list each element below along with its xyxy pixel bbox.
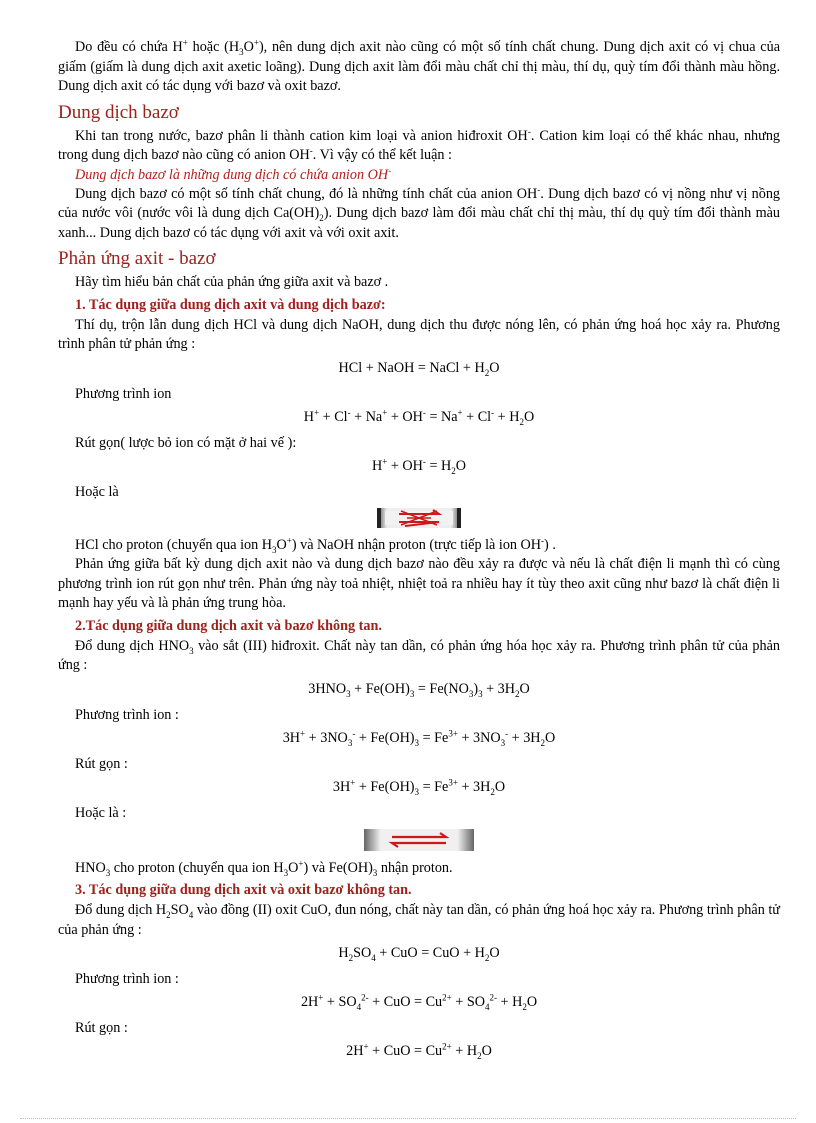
page-bottom-rule xyxy=(20,1118,796,1119)
section-2-note: $HNO_3$ cho proton (chuyển qua ion $H_3O^+$) và $Fe(OH)_3$ nhận proton. xyxy=(75,857,453,878)
reaction-arrow-image-1 xyxy=(58,508,780,528)
section-2-title: 2.Tác dụng giữa dung dịch axit và bazơ không tan. xyxy=(75,617,382,634)
section-1-intro: Thí dụ, trộn lẫn dung dịch HCl và dung dịch NaOH, dung dịch thu được nóng lên, có phản ứng hoá học xảy ra. Phương trình phân tử phản ứng : xyxy=(58,316,780,352)
section-1-title: 1. Tác dụng giữa dung dịch axit và dung dịch bazơ: xyxy=(75,296,386,313)
heading-base-solution: Dung dịch bazơ xyxy=(58,101,179,123)
equilibrium-arrow-icon xyxy=(364,829,474,851)
paragraph-acid-properties: Do đều có chứa H+ hoặc $(H_3O^+)$, nên dung dịch axit nào cũng có một số tính chất chung. Dung dịch axit có vị chua của giấm (giấm là dung dịch axit axetic loãng). Dung dịch axit làm đổi màu chất chỉ thị màu, thí dụ, quỳ tím đổi thành màu hồng. Dung dịch axit có tác dụng với bazơ và oxit bazơ. xyxy=(58,37,780,94)
equation-reduced-3: 2H+ + CuO = $Cu^{2+} + H_2O$ xyxy=(346,1041,492,1061)
section-3-intro: Đổ dung dịch $H_2SO_4$ vào đồng (II) oxit CuO, đun nóng, chất này tan dần, có phản ứng hoá học xảy ra. Phương trình phân tử của phản ứng : xyxy=(58,902,780,938)
paragraph-base-dissociation: Khi tan trong nước, bazơ phân li thành cation kim loại và anion hiđroxit OH-. Cation kim loại có thể khác nhau, nhưng trong dung dịch bazơ nào cũng có anion OH-. Vì vậy có thể kết luận : xyxy=(58,125,781,163)
section-3-title: 3. Tác dụng giữa dung dịch axit và oxit bazơ không tan. xyxy=(75,882,412,898)
paragraph-reaction-intro: Hãy tìm hiểu bản chất của phản ứng giữa axit và bazơ . xyxy=(75,274,389,290)
base-definition: Dung dịch bazơ là những dung dịch có chứa anion OH- xyxy=(75,164,392,183)
paragraph-base-properties: Dung dịch bazơ có một số tính chất chung, đó là những tính chất của anion OH-. Dung dịch bazơ có vị nồng như vị nồng của nước vôi (nước vôi là dung dịch $Ca(OH)_2$). Dung dịch bazơ làm đổi màu chất chỉ thị màu, thí dụ quỳ tím đổi thành màu xanh... Dung dịch bazơ có tác dụng với axit và với oxit axit. xyxy=(58,183,781,241)
label-reduced-3: Rút gọn : xyxy=(75,1020,128,1036)
section-1-note: HCl cho proton (chuyển qua ion $H_3O^+$) và NaOH nhận proton (trực tiếp là ion OH-) . xyxy=(75,534,556,555)
equation-ionic-3: $2H^+ + SO_4^{2-}$ + CuO = $Cu^{2+} + SO_4^{2-} + H_2O$ xyxy=(300,992,538,1012)
equation-ionic-2: $3H^+ + 3NO_3^- + Fe(OH)_3 = Fe^{3+} + 3NO_3^- + 3H_2O$ xyxy=(282,727,556,748)
label-reduced-1: Rút gọn( lược bỏ ion có mặt ở hai vế ): xyxy=(75,434,297,451)
reaction-arrow-image-2 xyxy=(58,829,780,851)
section-2-intro: Đổ dung dịch $HNO_3$ vào sắt (III) hiđroxit. Chất này tan dần, có phản ứng hóa học xảy ra. Phương trình phân tử của phản ứng : xyxy=(58,637,780,673)
equation-reduced-2: $3H^+ + Fe(OH)_3 = Fe^{3+} + 3H_2O$ xyxy=(332,776,506,797)
section-1-paragraph: Phản ứng giữa bất kỳ dung dịch axit nào và dung dịch bazơ nào đều xảy ra được và nếu là chất điện li mạnh thì có cùng phương trình ion rút gọn như trên. Phản ứng này toả nhiệt, nhiệt toả ra nhiều hay ít tùy theo axit cũng như bazơ là chất điện li mạnh hay yếu và là phản ứng trung hòa. xyxy=(58,556,780,611)
label-ionic-1: Phương trình ion xyxy=(75,385,172,402)
equation-molecular-1: HCl + NaOH = NaCl + $H_2O$ xyxy=(338,359,500,378)
document-page xyxy=(58,38,780,1067)
heading-acid-base-reaction: Phản ứng axit - bazơ xyxy=(58,248,216,269)
label-alternative-2: Hoặc là : xyxy=(75,804,127,821)
equation-molecular-2: $3HNO_3 + Fe(OH)_3 = Fe(NO_3)_3 + 3H_2O$ xyxy=(308,680,530,699)
label-ionic-2: Phương trình ion : xyxy=(75,706,179,723)
equation-reduced-1: $H^+ + OH^- = H_2O$ xyxy=(371,455,466,476)
equilibrium-arrow-icon xyxy=(377,508,461,528)
label-reduced-2: Rút gọn : xyxy=(75,755,128,772)
equation-ionic-1: $H^+ + Cl^- + Na^+ + OH^- = Na^+ + Cl^- + H_2O$ xyxy=(303,406,535,427)
equation-molecular-3: $H_2SO_4$ + CuO = CuO + $H_2O$ xyxy=(338,945,500,963)
label-alternative-1: Hoặc là xyxy=(75,483,119,500)
label-ionic-3: Phương trình ion : xyxy=(75,971,179,987)
